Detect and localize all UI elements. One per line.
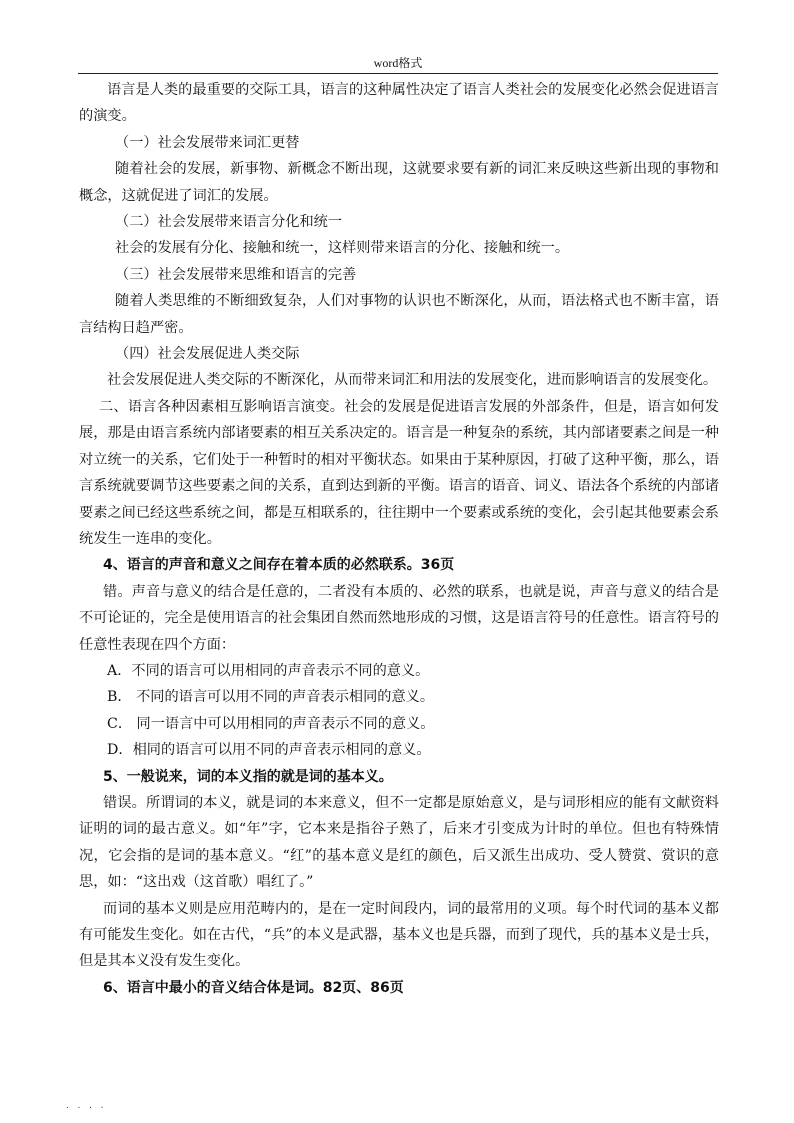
section-heading-2: （二）社会发展带来语言分化和统一: [115, 214, 343, 231]
document-body: [79, 77, 719, 1001]
answer-4: 错。声音与意义的结合是任意的，二者没有本质的、必然的联系，也就是说，声音与意义的结合是不可论证的，完全是使用语言的社会集团自然而然地形成的习惯，这是语言符号的任意性。语言符号的任意性表现在四个方面：: [79, 583, 719, 653]
paragraph-internal-factors: 二、语言各种因素相互影响语言演变。社会的发展是促进语言发展的外部条件，但是，语言如何发展，那是由语言系统内部诸要素的相互关系决定的。语言是一种复杂的系统，其内部诸要素之间是一种对立统一的关系，它们处于一种暂时的相对平衡状态。如果由于某种原因，打破了这种平衡，那么，语言系统就要调节这些要素之间的关系，直到达到新的平衡。语言的语音、词义、语法各个系统的内部诸要素之间已经这些系统之间，都是互相联系的，往往期中一个要素或系统的变化，会引起其他要素会系统发生一连串的变化。: [79, 398, 719, 547]
paragraph-thinking: 随着人类思维的不断细致复杂，人们对事物的认识也不断深化，从而，语法格式也不断丰富，语言结构日趋严密。: [79, 293, 719, 336]
list-item-c: C． 同一语言中可以用相同的声音表示不同的意义。: [107, 715, 435, 732]
paragraph-differentiation: 社会的发展有分化、接触和统一，这样则带来语言的分化、接触和统一。: [115, 240, 570, 257]
paragraph-intro: 语言是人类的最重要的交际工具，语言的这种属性决定了语言人类社会的发展变化必然会促进语言的演变。: [79, 82, 719, 125]
paragraph-vocabulary: 随着社会的发展，新事物、新概念不断出现，这就要求要有新的词汇来反映这些新出现的事物和概念，这就促进了词汇的发展。: [79, 161, 719, 204]
paragraph-communication: 社会发展促进人类交际的不断深化，从而带来词汇和用法的发展变化，进而影响语言的发展变化。: [107, 372, 718, 389]
page-footer-dots: . . . .: [66, 1100, 107, 1111]
list-item-b: B． 不同的语言可以用不同的声音表示相同的意义。: [107, 689, 435, 706]
section-heading-3: （三）社会发展带来思维和语言的完善: [115, 266, 357, 283]
question-4: 4、语言的声音和意义之间存在着本质的必然联系。36页: [103, 557, 455, 574]
list-item-d: D．相同的语言可以用不同的声音表示相同的意义。: [107, 742, 431, 759]
section-heading-4: （四）社会发展促进人类交际: [115, 346, 300, 363]
paragraph-basic-meaning: 而词的基本义则是应用范畴内的，是在一定时间段内，词的最常用的义项。每个时代词的基本义都有可能发生变化。如在古代，“兵”的本义是武器，基本义也是兵器，而到了现代，兵的基本义是士兵，但是其本义没有发生变化。: [79, 900, 719, 970]
question-5: 5、一般说来，词的本义指的就是词的基本义。: [103, 768, 393, 785]
question-6: 6、语言中最小的音义结合体是词。82页、86页: [103, 979, 404, 996]
page-header: word格式: [373, 56, 423, 70]
section-heading-1: （一）社会发展带来词汇更替: [115, 134, 300, 151]
answer-5: 错误。所谓词的本义，就是词的本来意义，但不一定都是原始意义，是与词形相应的能有文献资料证明的词的最古意义。如“年”字，它本来是指谷子熟了，后来才引变成为计时的单位。但也有特殊情况，它会指的是词的基本意义。“红”的基本意义是红的颜色，后又派生出成功、受人赞赏、赏识的意思，如：“这出戏（这首歌）唱红了。”: [79, 794, 719, 891]
header-divider: [78, 73, 718, 74]
list-item-a: A．不同的语言可以用相同的声音表示不同的意义。: [107, 662, 430, 679]
